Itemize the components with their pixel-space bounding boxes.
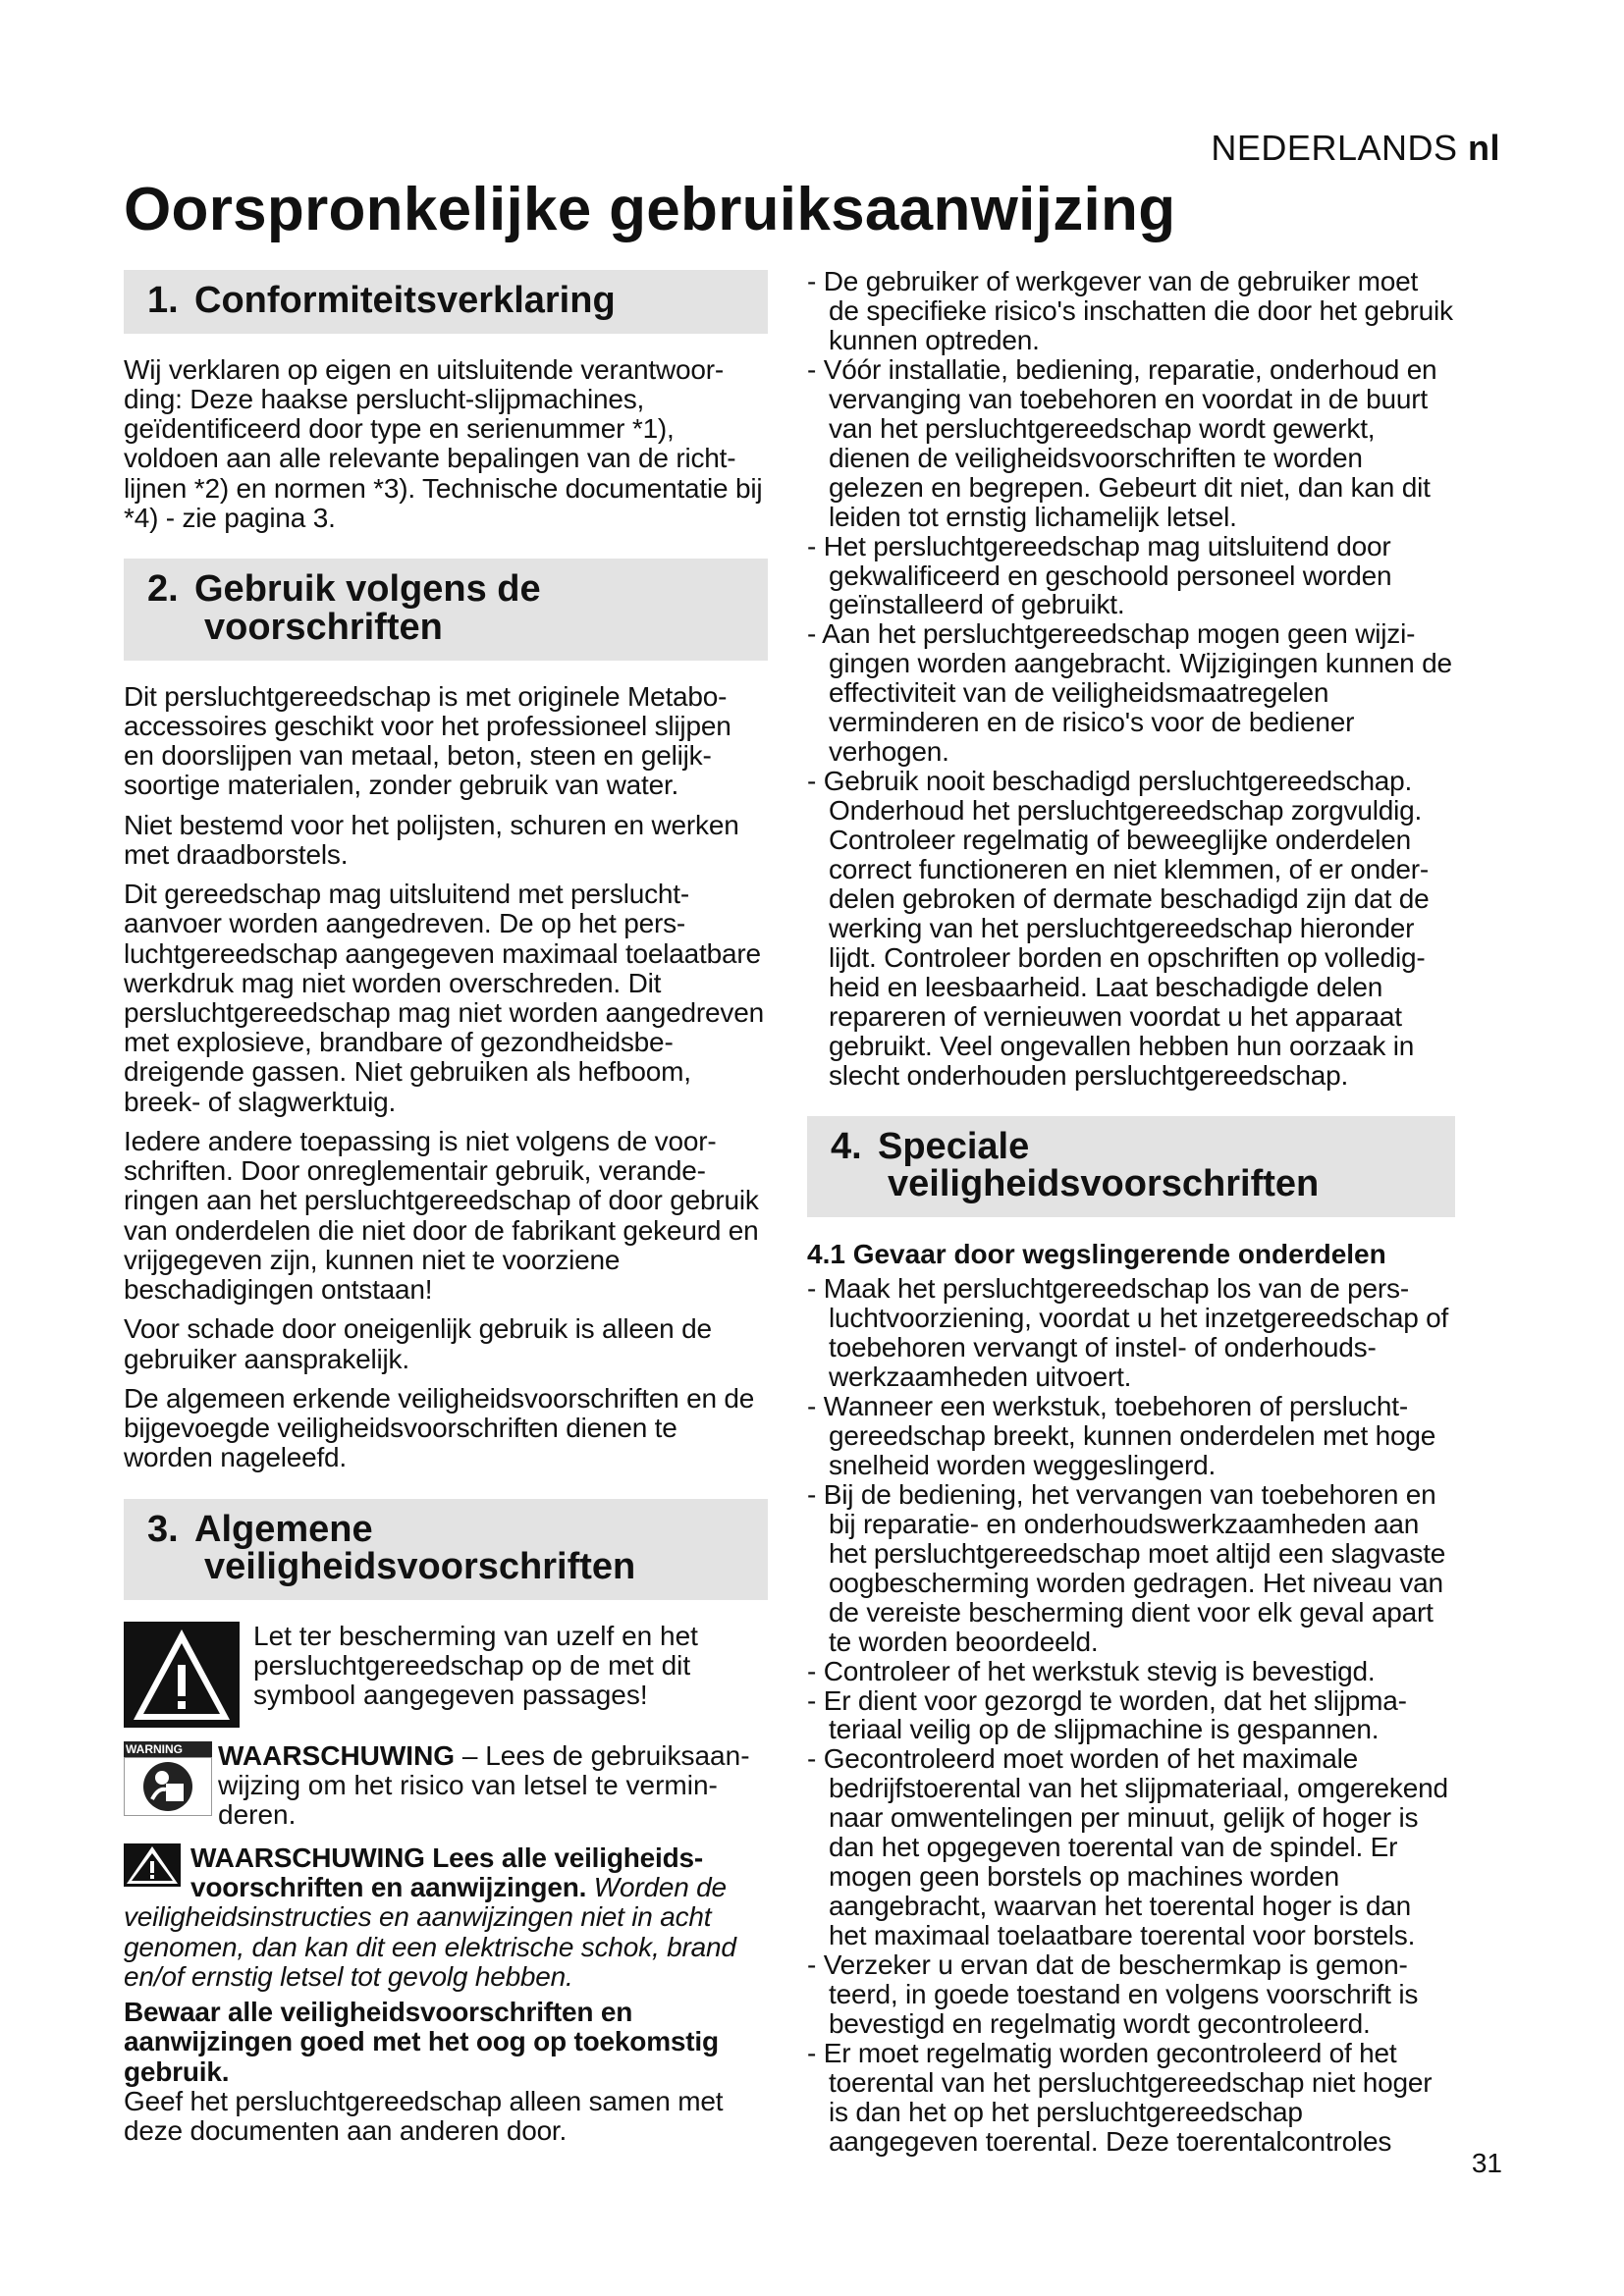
read-manual-icon bbox=[124, 1757, 212, 1816]
section-3-heading bbox=[124, 1499, 768, 1601]
section-number: 3. bbox=[147, 1508, 179, 1550]
section-1-heading bbox=[124, 270, 768, 334]
section-4-heading bbox=[807, 1116, 1455, 1218]
page-title: Oorspronkelijke gebruiksaanwijzing bbox=[124, 176, 1176, 243]
section-number: 4. bbox=[831, 1125, 862, 1167]
language-code: nl bbox=[1468, 128, 1500, 168]
warning-bold-text: WAARSCHUWING Lees alle veiligheidsvoorschriften en aanwijzingen. bbox=[190, 1842, 704, 1903]
list-item: - Bij de bediening, het vervangen van toebehoren en bij reparatie- en onderhoudswerkzaamheden aan het persluchtgereedschap moet altijd een slagvaste oogbescherming worden gedragen. Het niveau van de vereiste bescherming dient voor elk geval apart te worden beoordeeld. bbox=[807, 1480, 1455, 1657]
list-item: - Er dient voor gezorgd te worden, dat het slijpmateriaal veilig op de slijpmachine is gespannen. bbox=[807, 1686, 1455, 1745]
keep-instructions-bold: Bewaar alle veiligheidsvoorschriften en aanwijzingen goed met het oog op toekomstig gebruik. bbox=[124, 1997, 719, 2087]
all-instructions-warning bbox=[124, 1843, 768, 1992]
section-title-line1: Gebruik volgens de bbox=[194, 568, 541, 611]
warning-label: WAARSCHUWING bbox=[218, 1740, 456, 1772]
section-1-body: Wij verklaren op eigen en uitsluitende verantwoording: Deze haakse perslucht-slijpmachines, geïdentificeerd door type en serienummer *1), voldoen aan alle relevante bepalingen van de richtlijnen *2) en normen *3). Technische documentatie bij *4) - zie pagina 3. bbox=[124, 353, 763, 533]
paragraph: Iedere andere toepassing is niet volgens de voorschriften. Door onreglementair gebruik, veranderingen aan het persluchtgereedschap of door gebruik van onderdelen die niet door de fabrikant gekeurd en vrijgegeven zijn, kunnen niet te voorziene beschadigingen ontstaan! bbox=[124, 1125, 759, 1306]
symbol-notice-text: Let ter bescherming van uzelf en het persluchtgereedschap op de met dit symbool aangegeven passages! bbox=[253, 1621, 698, 1710]
warning-italic-text: Worden de veiligheidsinstructies en aanwijzingen niet in acht genomen, dan kan dit een elektrische schok, brand en/of ernstig letsel tot gevolg hebben. bbox=[124, 1872, 736, 1992]
list-item: - Maak het persluchtgereedschap los van de persluchtvoorziening, voordat u het inzetgereedschap of toebehoren vervangt of instel- of onderhoudswerkzaamheden uitvoert. bbox=[807, 1274, 1455, 1392]
language-header bbox=[1211, 128, 1500, 169]
section-title-line2: voorschriften bbox=[204, 606, 443, 648]
paragraph: Dit gereedschap mag uitsluitend met persluchtaanvoer worden aangedreven. De op het persluchtgereedschap aangegeven maximaal toelaatbare werkdruk mag niet worden overschreden. Dit persluchtgereedschap mag niet worden aangedreven met explosieve, brandbare of gezondheidsbedreigende gassen. Niet gebruiken als hefboom, breek- of slagwerktuig. bbox=[124, 879, 764, 1117]
list-item: - Gebruik nooit beschadigd persluchtgereedschap. Onderhoud het persluchtgereedschap zorgvuldig. Controleer regelmatig of beweeglijke onderdelen correct functioneren en niet klemmen, of er onderdelen gebroken of dermate beschadigd zijn dat de werking van het persluchtgereedschap hieronder lijdt. Controleer borden en opschriften op volledigheid en leesbaarheid. Laat beschadigde delen repareren of vernieuwen voordat u het apparaat gebruikt. Veel ongevallen hebben hun oorzaak in slecht onderhouden persluchtgereedschap. bbox=[807, 767, 1455, 1090]
warning-triangle-small-icon bbox=[124, 1843, 181, 1887]
list-item: - Vóór installatie, bediening, reparatie, onderhoud en vervanging van toebehoren en voordat in de buurt van het persluchtgereedschap wordt gewerkt, dienen de veiligheidsvoorschriften te worden gelezen en begrepen. Gebeurt dit niet, dan kan dit leiden tot ernstig lichamelijk letsel. bbox=[807, 355, 1455, 532]
paragraph: Dit persluchtgereedschap is met originele Metabo-accessoires geschikt voor het professioneel slijpen en doorslijpen van metaal, beton, steen en gelijksoortige materialen, zonder gebruik van water. bbox=[124, 680, 731, 801]
page-number: 31 bbox=[1471, 2148, 1502, 2178]
section-number: 2. bbox=[147, 568, 179, 611]
list-item: - Verzeker u ervan dat de beschermkap is gemonteerd, in goede toestand en volgens voorschrift is bevestigd en regelmatig wordt gecontroleerd. bbox=[807, 1950, 1455, 2039]
symbol-notice bbox=[124, 1622, 768, 1728]
keep-instructions-text: Geef het persluchtgereedschap alleen samen met deze documenten aan anderen door. bbox=[124, 2085, 724, 2146]
list-item: - Aan het persluchtgereedschap mogen geen wijzigingen worden aangebracht. Wijzigingen kunnen de effectiviteit van de veiligheidsmaatregelen verminderen en de risico's voor de bediener verhogen. bbox=[807, 619, 1455, 767]
section-title: Conformiteitsverklaring bbox=[194, 280, 616, 321]
general-safety-list bbox=[807, 267, 1455, 1091]
section-2-heading bbox=[124, 559, 768, 661]
language-name: NEDERLANDS bbox=[1211, 128, 1458, 168]
section-number: 1. bbox=[147, 280, 179, 321]
list-item: - Gecontroleerd moet worden of het maximale bedrijfstoerental van het slijpmateriaal, omgerekend naar omwentelingen per minuut, gelijk of hoger is dan het opgegeven toerental van de spindel. Er mogen geen borstels op machines worden aangebracht, waarvan het toerental hoger is dan het maximaal toelaatbare toerental voor borstels. bbox=[807, 1744, 1455, 1950]
list-item: - Controleer of het werkstuk stevig is bevestigd. bbox=[807, 1657, 1455, 1686]
special-safety-list bbox=[807, 1274, 1455, 2157]
section-title-line2: veiligheidsvoorschriften bbox=[888, 1163, 1320, 1205]
paragraph: Voor schade door oneigenlijk gebruik is alleen de gebruiker aansprakelijk. bbox=[124, 1313, 712, 1374]
list-item: - Er moet regelmatig worden gecontroleerd of het toerental van het persluchtgereedschap niet hoger is dan het op het persluchtgereedschap aangegeven toerental. Deze toerentalcontroles bbox=[807, 2039, 1455, 2157]
subsection-4-1-heading: 4.1 Gevaar door wegslingerende onderdelen bbox=[807, 1239, 1386, 1270]
ansi-warning-label bbox=[124, 1741, 212, 1816]
list-item: - Het persluchtgereedschap mag uitsluitend door gekwalificeerd en geschoold personeel worden geïnstalleerd of gebruikt. bbox=[807, 532, 1455, 620]
read-manual-warning bbox=[124, 1741, 768, 1830]
paragraph: De algemeen erkende veiligheidsvoorschriften en de bijgevoegde veiligheidsvoorschriften dienen te worden nageleefd. bbox=[124, 1382, 755, 1473]
paragraph: Niet bestemd voor het polijsten, schuren en werken met draadborstels. bbox=[124, 809, 739, 870]
list-item: - De gebruiker of werkgever van de gebruiker moet de specifieke risico's inschatten die door het gebruik kunnen optreden. bbox=[807, 267, 1455, 355]
read-manual-warning-text bbox=[218, 1741, 768, 1830]
section-title-line1: Algemene bbox=[194, 1508, 373, 1550]
warning-triangle-icon bbox=[124, 1622, 240, 1728]
section-title-line1: Speciale bbox=[878, 1125, 1030, 1167]
section-title-line2: veiligheidsvoorschriften bbox=[204, 1546, 636, 1588]
ansi-label-text: WARNING bbox=[124, 1741, 212, 1757]
left-column bbox=[124, 270, 768, 2146]
right-column bbox=[807, 267, 1455, 2157]
list-item: - Wanneer een werkstuk, toebehoren of persluchtgereedschap breekt, kunnen onderdelen met hoge snelheid worden weggeslingerd. bbox=[807, 1392, 1455, 1480]
warning-text: – Lees de gebruiksaanwijzing om het risico van letsel te verminderen. bbox=[218, 1740, 750, 1830]
keep-instructions-note bbox=[124, 1998, 768, 2146]
